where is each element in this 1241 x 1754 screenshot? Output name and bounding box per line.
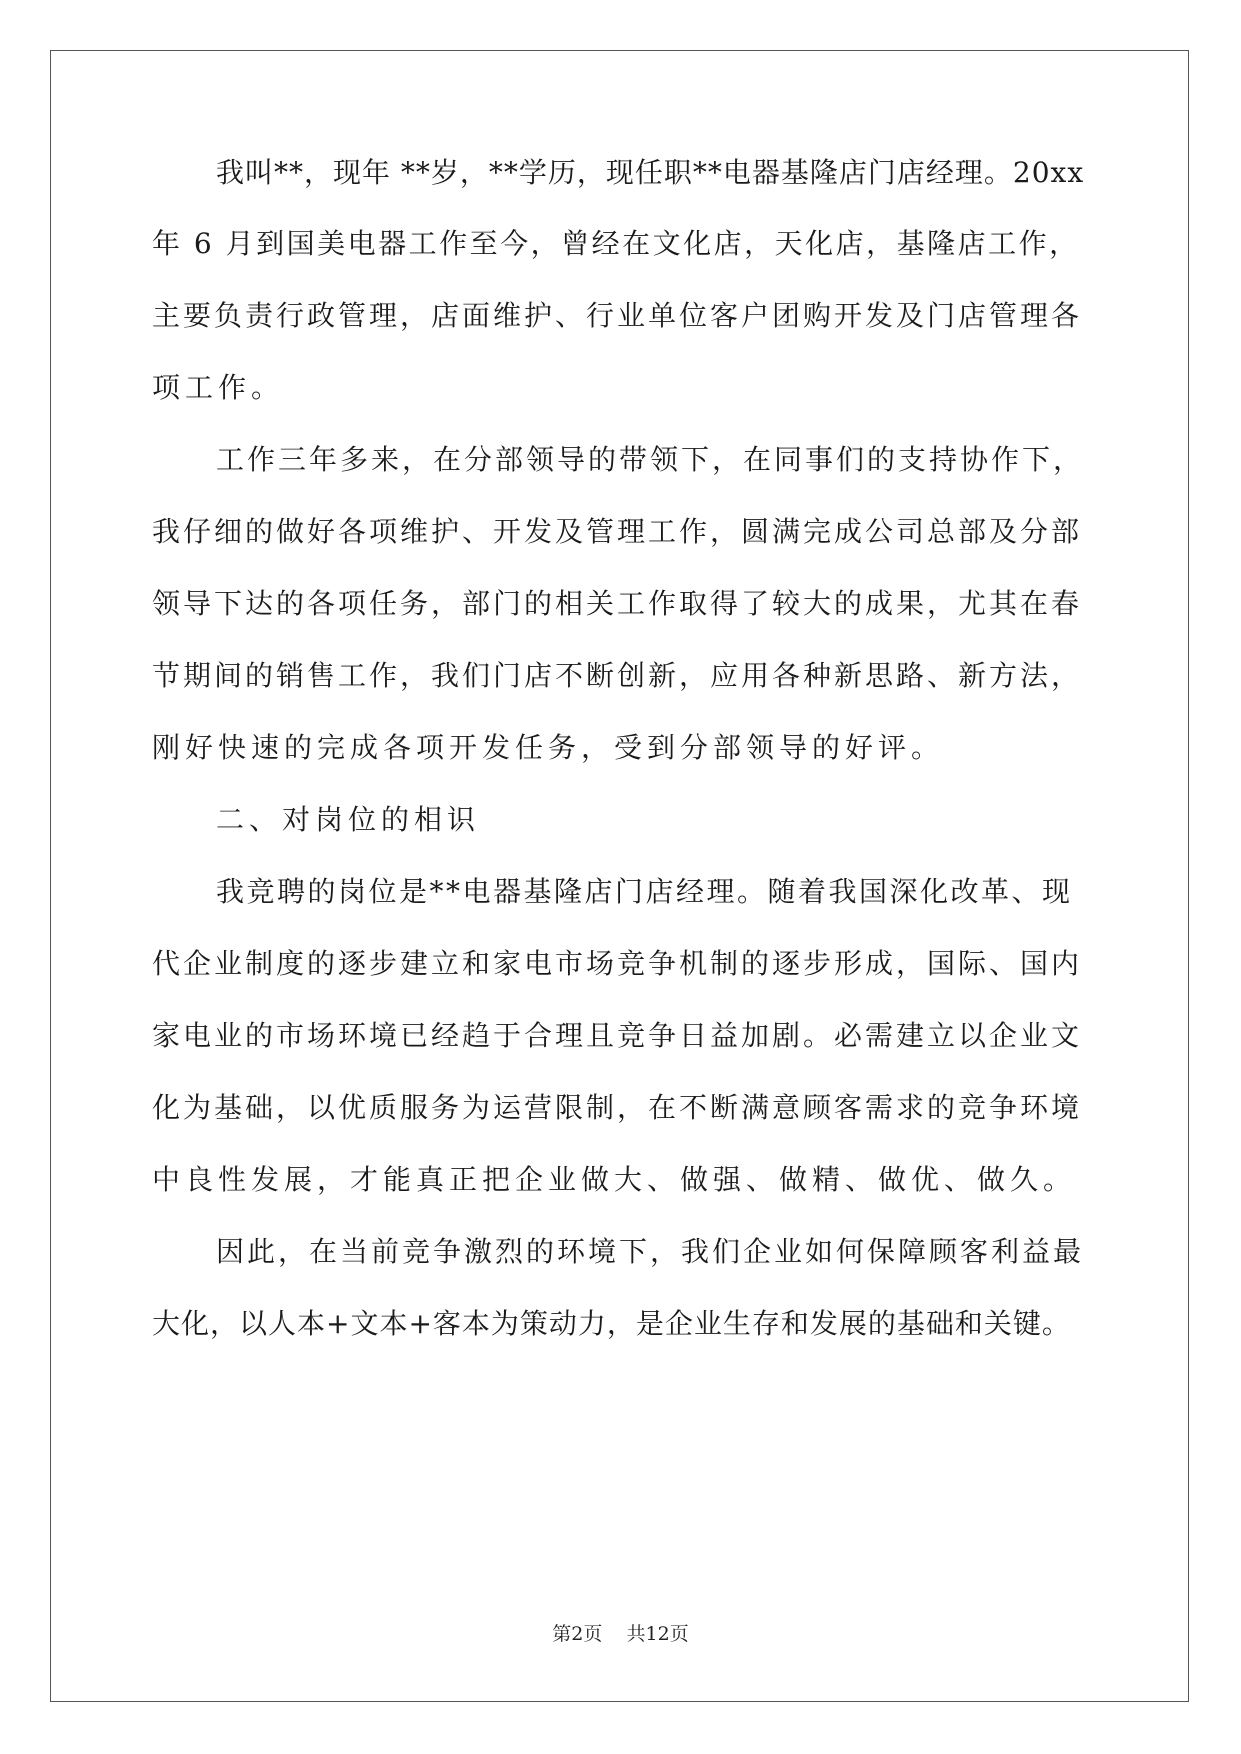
page-number-footer: 第2页 共12页 <box>552 1623 689 1645</box>
paragraph-4-line-2: 大化，以人本+文本+客本为策动力，是企业生存和发展的基础和关键。 <box>152 1307 1071 1340</box>
paragraph-1-line-1: 我叫**，现年 **岁，**学历，现任职**电器基隆店门店经理。20xx <box>216 156 1085 189</box>
paragraph-3-line-5: 中良性发展，才能真正把企业做大、做强、做精、做优、做久。 <box>152 1163 1077 1196</box>
paragraph-2-line-3: 领导下达的各项任务，部门的相关工作取得了较大的成果，尤其在春 <box>152 587 1083 620</box>
paragraph-2-line-5: 刚好快速的完成各项开发任务，受到分部领导的好评。 <box>152 731 945 764</box>
paragraph-2-line-2: 我仔细的做好各项维护、开发及管理工作，圆满完成公司总部及分部 <box>152 515 1083 548</box>
paragraph-1-line-3: 主要负责行政管理，店面维护、行业单位客户团购开发及门店管理各 <box>152 299 1083 332</box>
paragraph-3-line-3: 家电业的市场环境已经趋于合理且竞争日益加剧。必需建立以企业文 <box>152 1019 1083 1052</box>
paragraph-2-line-1: 工作三年多来，在分部领导的带领下，在同事们的支持协作下， <box>216 443 1085 476</box>
paragraph-1-line-2: 年 6 月到国美电器工作至今，曾经在文化店，天化店，基隆店工作， <box>152 227 1080 260</box>
paragraph-2-line-4: 节期间的销售工作，我们门店不断创新，应用各种新思路、新方法， <box>152 659 1083 692</box>
paragraph-3-line-4: 化为基础，以优质服务为运营限制，在不断满意顾客需求的竞争环境 <box>152 1091 1083 1124</box>
paragraph-3-line-2: 代企业制度的逐步建立和家电市场竞争机制的逐步形成，国际、国内 <box>152 947 1083 980</box>
section-heading: 二、对岗位的相识 <box>216 803 481 836</box>
paragraph-3-line-1: 我竞聘的岗位是**电器基隆店门店经理。随着我国深化改革、现 <box>216 875 1073 908</box>
paragraph-4-line-1: 因此，在当前竞争激烈的环境下，我们企业如何保障顾客利益最 <box>216 1235 1085 1268</box>
paragraph-1-line-4: 项工作。 <box>152 371 285 404</box>
